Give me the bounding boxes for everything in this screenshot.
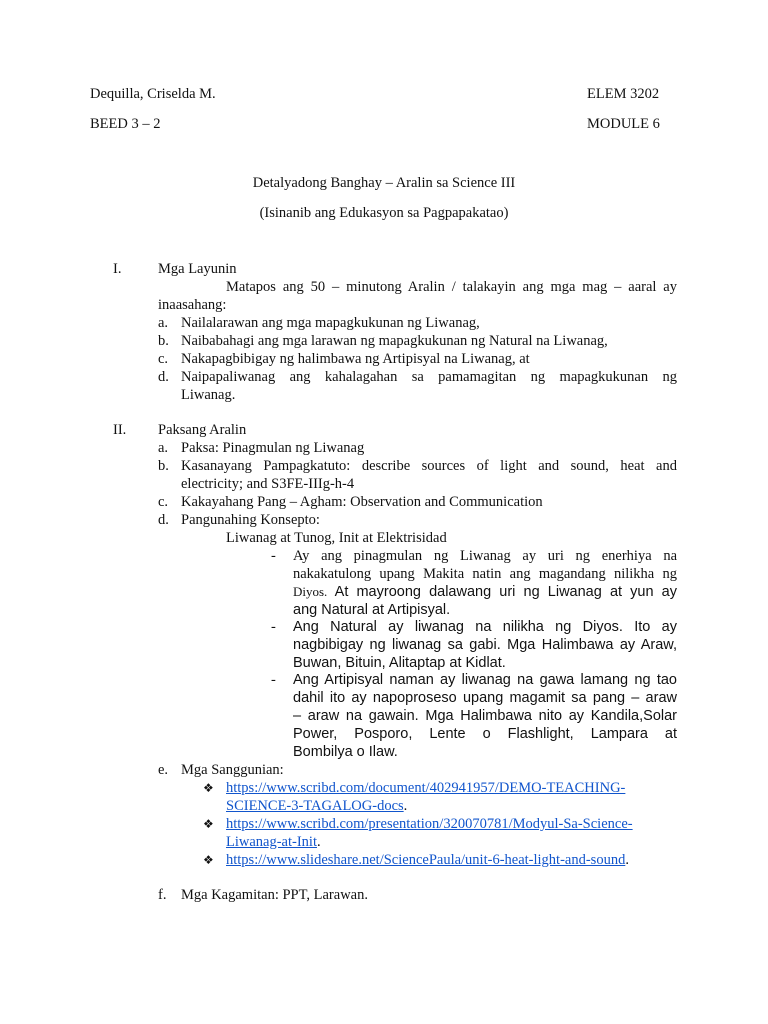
document-subtitle: (Isinanib ang Edukasyon sa Pagpapakatao) bbox=[259, 205, 509, 221]
bullet-1-line-2: nakakatulong upang Makita natin ang magandang nilikha ng bbox=[293, 566, 677, 582]
competency-line-1: Kasanayang Pampagkatuto: describe sources of light and sound, heat and bbox=[181, 458, 677, 474]
item-b-marker: b. bbox=[158, 458, 169, 474]
dash-icon: - bbox=[271, 548, 276, 564]
objective-d-marker: d. bbox=[158, 369, 169, 385]
objective-c-marker: c. bbox=[158, 351, 169, 367]
objective-b-marker: b. bbox=[158, 333, 169, 349]
reference-link-2-line-1[interactable]: https://www.scribd.com/presentation/320070781/Modyul-Sa-Science- bbox=[226, 816, 633, 832]
reference-link-3[interactable]: https://www.slideshare.net/SciencePaula/unit-6-heat-light-and-sound bbox=[226, 852, 626, 868]
reference-link-2[interactable] bbox=[226, 815, 633, 833]
item-e-marker: e. bbox=[158, 762, 169, 778]
section-1-numeral: I. bbox=[113, 261, 122, 277]
item-f-marker: f. bbox=[158, 887, 167, 903]
bullet-2-line-3: Buwan, Bituin, Alitaptap at Kidlat. bbox=[293, 655, 506, 671]
objective-d-line-1: Naipapaliwanag ang kahalagahan sa pamamagitan ng mapagkukunan ng bbox=[181, 369, 677, 385]
document-title: Detalyadong Banghay – Aralin sa Science III bbox=[252, 175, 516, 191]
bullet-1-line-1: Ay ang pinagmulan ng Liwanag ay uri ng enerhiya na bbox=[293, 548, 677, 564]
bullet-2-line-1: Ang Natural ay liwanag na nilikha ng Diyos. Ito ay bbox=[293, 619, 677, 635]
module-label: MODULE 6 bbox=[587, 116, 660, 132]
intro-line-1: Matapos ang 50 – minutong Aralin / talakayin ang mga mag – aaral ay bbox=[226, 279, 677, 295]
bullet-3-line-2: dahil ito ay napoproseso upang magamit sa pang – araw bbox=[293, 690, 677, 706]
reference-link-1-cont[interactable] bbox=[226, 797, 407, 815]
competency-line-2: electricity; and S3FE-IIIg-h-4 bbox=[181, 476, 355, 492]
learning-competency bbox=[181, 457, 677, 493]
item-a-marker: a. bbox=[158, 440, 169, 456]
main-concept-label: Pangunahing Konsepto: bbox=[181, 512, 320, 528]
objective-d-line-2: Liwanag. bbox=[181, 387, 236, 403]
concept-bullet-1 bbox=[293, 547, 677, 619]
main-concept-subheading: Liwanag at Tunog, Init at Elektrisidad bbox=[226, 530, 447, 546]
diamond-bullet-icon: ❖ bbox=[203, 781, 214, 795]
item-d-marker: d. bbox=[158, 512, 169, 528]
item-c-marker: c. bbox=[158, 494, 169, 510]
bullet-1-line-3 bbox=[293, 583, 677, 601]
bullet-3-line-4: Power, Posporo, Lente o Flashlight, Lampara at bbox=[293, 726, 677, 742]
author-name: Dequilla, Criselda M. bbox=[90, 86, 216, 102]
bullet-3-line-5: Bombilya o Ilaw. bbox=[293, 744, 398, 760]
period: . bbox=[403, 798, 408, 814]
course-code: ELEM 3202 bbox=[587, 86, 660, 102]
dash-icon: - bbox=[271, 619, 276, 635]
diamond-bullet-icon: ❖ bbox=[203, 853, 214, 867]
concept-bullet-2 bbox=[293, 618, 677, 672]
concept-bullet-3 bbox=[293, 671, 677, 761]
objective-b: Naibabahagi ang mga larawan ng mapagkukunan ng Natural na Liwanag, bbox=[181, 333, 608, 349]
materials: Mga Kagamitan: PPT, Larawan. bbox=[181, 887, 368, 903]
objective-a: Nailalarawan ang mga mapagkukunan ng Liwanag, bbox=[181, 315, 480, 331]
bullet-3-line-3: – araw na gawain. Mga Halimbawa nito ay Kandila,Solar bbox=[293, 708, 677, 724]
objective-a-marker: a. bbox=[158, 315, 169, 331]
reference-link-2-line-2[interactable]: Liwanag-at-Init bbox=[226, 834, 317, 850]
bullet-2-line-2: nagbibigay ng liwanag sa gabi. Mga Halimbawa ay Araw, bbox=[293, 637, 677, 653]
science-skills: Kakayahang Pang – Agham: Observation and Communication bbox=[181, 494, 543, 510]
reference-link-3-wrap[interactable] bbox=[226, 851, 629, 869]
objective-d bbox=[181, 368, 677, 404]
section-1-heading: Mga Layunin bbox=[158, 261, 237, 277]
bullet-1-line-4: ang Natural at Artipisyal. bbox=[293, 602, 451, 618]
period: . bbox=[625, 852, 629, 868]
bullet-3-line-1: Ang Artipisyal naman ay liwanag na gawa lamang ng tao bbox=[293, 672, 677, 688]
bullet-1-line-3a: Diyos. bbox=[293, 584, 328, 599]
reference-link-2-cont[interactable] bbox=[226, 833, 321, 851]
period: . bbox=[317, 834, 321, 850]
dash-icon: - bbox=[271, 672, 276, 688]
diamond-bullet-icon: ❖ bbox=[203, 817, 214, 831]
section-label: BEED 3 – 2 bbox=[90, 116, 161, 132]
reference-link-1-line-2[interactable]: SCIENCE-3-TAGALOG-docs bbox=[226, 798, 404, 814]
reference-link-1-line-1[interactable]: https://www.scribd.com/document/402941957/DEMO-TEACHING- bbox=[226, 780, 626, 796]
reference-link-1[interactable] bbox=[226, 779, 625, 797]
section-1-intro bbox=[226, 278, 677, 296]
references-label: Mga Sanggunian: bbox=[181, 762, 284, 778]
section-2-numeral: II. bbox=[113, 422, 127, 438]
section-2-heading: Paksang Aralin bbox=[158, 422, 247, 438]
bullet-1-line-3b: At mayroong dalawang uri ng Liwanag at yun ay bbox=[327, 584, 677, 600]
intro-line-2: inaasahang: bbox=[158, 297, 227, 313]
objective-c: Nakapagbibigay ng halimbawa ng Artipisyal na Liwanag, at bbox=[181, 351, 530, 367]
topic: Paksa: Pinagmulan ng Liwanag bbox=[181, 440, 365, 456]
